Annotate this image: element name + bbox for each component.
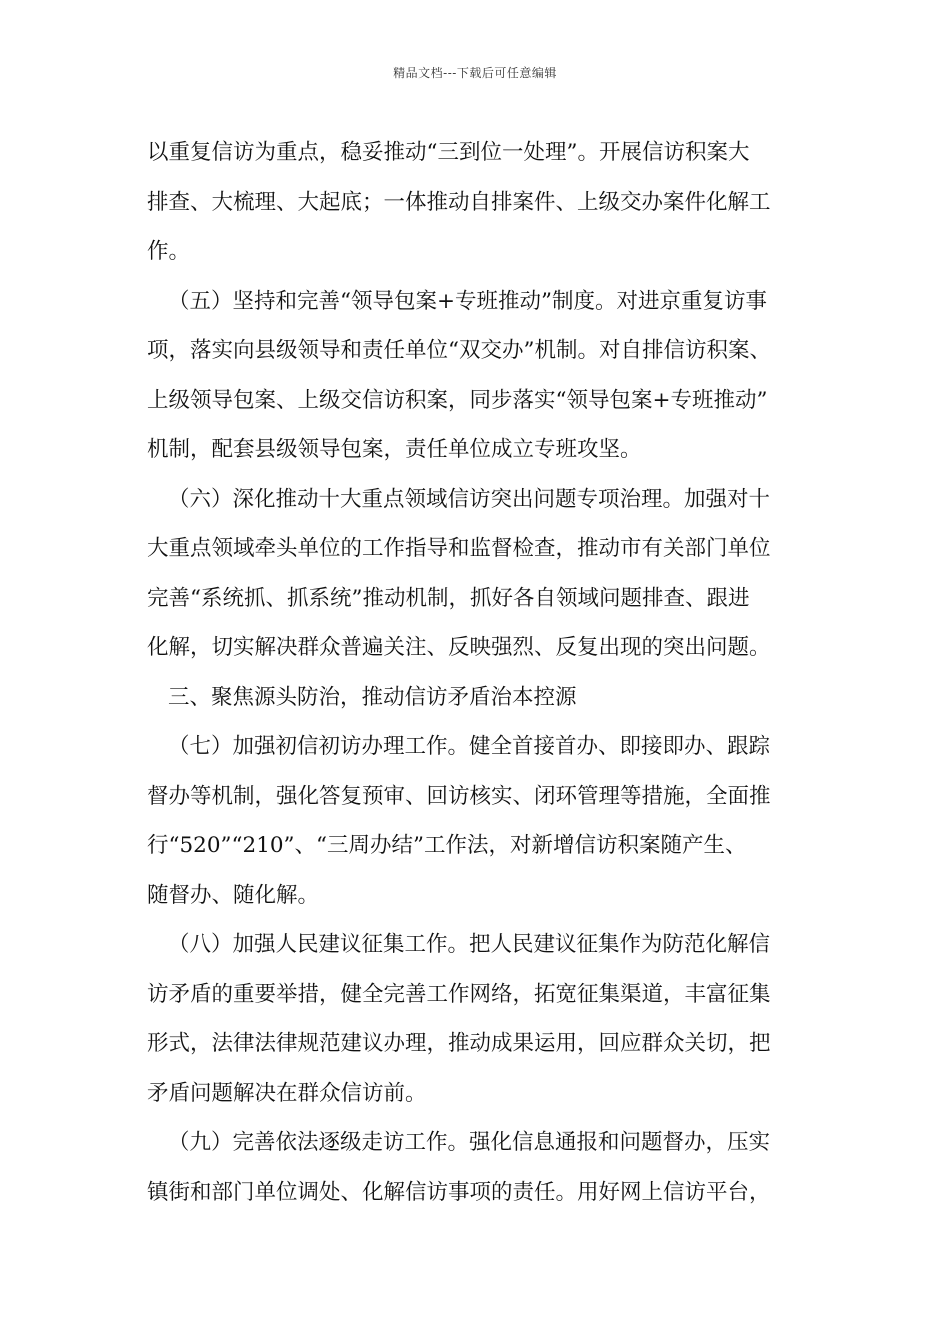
text-line: （七）加强初信初访办理工作。健全首接首办、即接即办、跟踪 <box>168 734 771 759</box>
text-line: 排查、大梳理、大起底；一体推动自排案件、上级交办案件化解工 <box>147 189 771 215</box>
page-header: 精品文档---下载后可任意编辑 <box>393 66 557 80</box>
text-line: 上级领导包案、上级交信访积案，同步落实“领导包案+专班推动” <box>147 387 768 413</box>
paragraph-item-5 <box>147 277 807 475</box>
text-line: 矛盾问题解决在群众信访前。 <box>147 1080 427 1106</box>
section-heading <box>147 673 807 723</box>
paragraph-item-7 <box>147 722 807 920</box>
document-body <box>147 128 807 1217</box>
paragraph-item-6 <box>147 475 807 673</box>
text-line: 访矛盾的重要举措，健全完善工作网络，拓宽征集渠道，丰富征集 <box>147 981 771 1007</box>
paragraph-item-8 <box>147 920 807 1118</box>
text-line: （五）坚持和完善“领导包案+专班推动”制度。对进京重复访事 <box>168 288 768 314</box>
text-line: 三、聚焦源头防治，推动信访矛盾治本控源 <box>168 684 577 710</box>
text-line: 镇街和部门单位调处、化解信访事项的责任。用好网上信访平台， <box>147 1179 771 1205</box>
text-line: （九）完善依法逐级走访工作。强化信息通报和问题督办，压实 <box>168 1130 771 1155</box>
text-line: 项，落实向县级领导和责任单位“双交办”机制。对自排信访积案、 <box>147 338 771 363</box>
text-line: 化解，切实解决群众普遍关注、反映强烈、反复出现的突出问题。 <box>147 635 771 660</box>
text-line: 机制，配套县级领导包案，责任单位成立专班攻坚。 <box>147 437 642 462</box>
text-line: 作。 <box>147 239 191 264</box>
text-line: 形式，法律法律规范建议办理，推动成果运用，回应群众关切，把 <box>147 1031 771 1056</box>
text-line: 完善“系统抓、抓系统”推动机制，抓好各自领域问题排查、跟进 <box>147 585 750 611</box>
text-line: 以重复信访为重点，稳妥推动“三到位一处理”。开展信访积案大 <box>147 140 750 165</box>
text-line: 行“520”“210”、“三周办结”工作法，对新增信访积案随产生、 <box>147 833 747 858</box>
paragraph-item-9 <box>147 1118 807 1217</box>
text-line: （八）加强人民建议征集工作。把人民建议征集作为防范化解信 <box>168 932 771 957</box>
paragraph-continuation <box>147 128 807 277</box>
text-line: （六）深化推动十大重点领域信访突出问题专项治理。加强对十 <box>168 486 771 512</box>
text-line: 随督办、随化解。 <box>147 882 320 908</box>
text-line: 大重点领域牵头单位的工作指导和监督检查，推动市有关部门单位 <box>147 536 771 561</box>
text-line: 督办等机制，强化答复预审、回访核实、闭环管理等措施，全面推 <box>147 783 771 809</box>
